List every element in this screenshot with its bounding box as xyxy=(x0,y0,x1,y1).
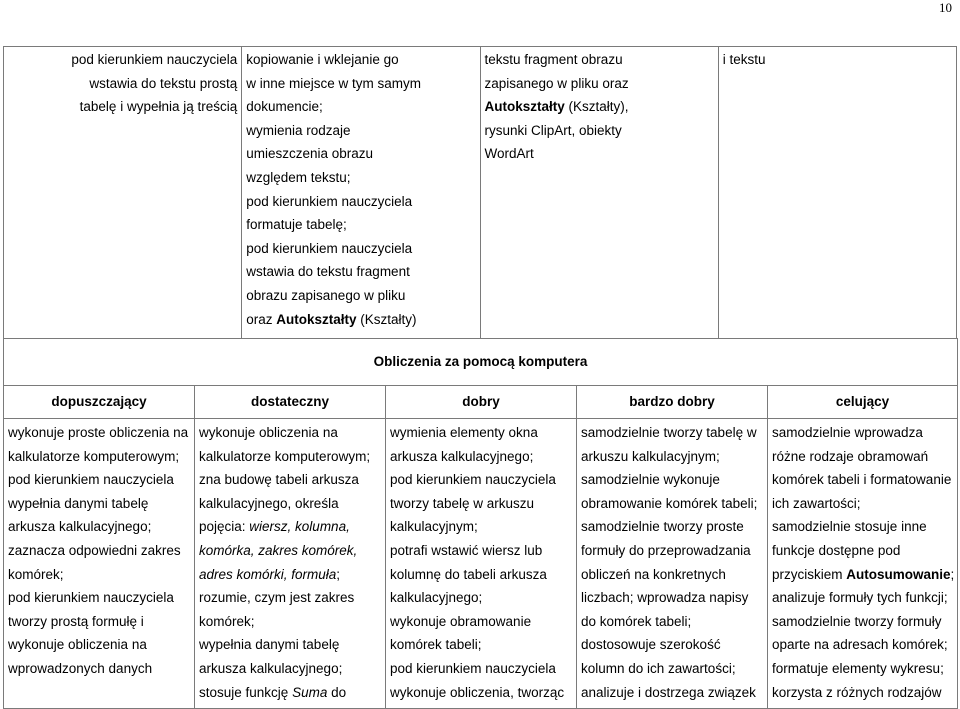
cell-text-line xyxy=(8,515,190,539)
text-segment: do xyxy=(327,684,347,700)
text-segment: wymienia rodzaje xyxy=(246,122,351,138)
cell-text-line xyxy=(8,95,237,119)
text-segment: dokumencie; xyxy=(246,99,323,115)
cell-text-line xyxy=(390,610,572,634)
cell-text-line xyxy=(390,681,572,705)
text-segment: umieszczenia obrazu xyxy=(246,146,374,162)
cell-text-line xyxy=(485,142,714,166)
text-segment: wstawia do tekstu prostą xyxy=(89,75,238,91)
text-segment: adres komórki, formuła xyxy=(199,566,337,582)
cell-text-line xyxy=(390,515,572,539)
text-segment: WordArt xyxy=(484,146,534,162)
text-segment: zapisanego w pliku oraz xyxy=(484,75,629,91)
cell-text-line xyxy=(581,681,763,705)
text-segment: tekstu fragment obrazu xyxy=(484,52,623,67)
cell-text-line xyxy=(772,492,953,516)
cell-text-line xyxy=(390,539,572,563)
cell-text-line xyxy=(246,284,475,308)
cell-text-line xyxy=(581,515,763,539)
cell-text-line xyxy=(390,563,572,587)
cell-text-line xyxy=(199,421,381,445)
cell-text-line xyxy=(581,468,763,492)
text-segment: wprowadzonych danych xyxy=(8,660,153,676)
text-segment: komórek; xyxy=(199,613,255,629)
cell-text-line xyxy=(199,515,381,539)
cell-text-line xyxy=(246,166,475,190)
grade-header: bardzo dobry xyxy=(577,386,768,419)
cell-text-line xyxy=(772,681,953,705)
text-segment: (Kształty), xyxy=(564,99,629,115)
cell-text-line xyxy=(8,492,190,516)
text-segment: (Kształty) xyxy=(356,311,417,327)
text-segment: dostosowuje szerokość xyxy=(581,637,721,653)
text-segment: kalkulacyjnego; xyxy=(390,590,483,606)
grade-header: dostateczny xyxy=(195,386,386,419)
cell-text-line xyxy=(723,48,952,72)
cell-text-line xyxy=(8,468,190,492)
text-segment: obrazu zapisanego w pliku xyxy=(246,287,406,303)
text-segment: oraz xyxy=(246,311,277,327)
table-row xyxy=(4,47,957,339)
cell-text-line xyxy=(485,95,714,119)
text-segment: Autosumowanie xyxy=(846,566,951,582)
text-segment: samodzielnie tworzy proste xyxy=(581,519,744,535)
cell-text-line xyxy=(8,445,190,469)
text-segment: samodzielnie tworzy formuły xyxy=(772,613,942,629)
grade-header: celujący xyxy=(768,386,958,419)
cell-text-line xyxy=(199,468,381,492)
cell-text-line xyxy=(390,445,572,469)
cell-text-line xyxy=(199,563,381,587)
text-segment: samodzielnie wykonuje xyxy=(581,472,720,488)
text-segment: tworzy prostą formułę i xyxy=(8,613,144,629)
section-title-row xyxy=(4,339,958,386)
cell-text-line xyxy=(246,308,475,332)
cell-text-line xyxy=(246,213,475,237)
cell-text-line xyxy=(390,468,572,492)
cell-text-line xyxy=(199,681,381,705)
text-segment: pod kierunkiem nauczyciela xyxy=(246,240,413,256)
text-segment: kalkulacyjnym; xyxy=(390,519,478,535)
text-segment: pod kierunkiem nauczyciela xyxy=(390,660,556,676)
text-segment: zna budowę tabeli arkusza xyxy=(199,472,359,488)
cell-text-line xyxy=(772,515,953,539)
text-segment: Autokształty xyxy=(484,99,565,115)
text-segment: formatuje elementy wykresu; xyxy=(772,660,944,676)
table-cell xyxy=(386,419,577,709)
text-segment: kopiowanie i wklejanie go xyxy=(246,52,399,67)
text-segment: samodzielnie tworzy tabelę w xyxy=(581,425,757,440)
cell-text-line xyxy=(772,539,953,563)
cell-text-line xyxy=(581,445,763,469)
cell-text-line xyxy=(581,610,763,634)
text-segment: formatuje tabelę; xyxy=(246,217,347,233)
text-segment: kalkulacyjnego, określa xyxy=(199,495,339,511)
text-segment: korzysta z różnych rodzajów xyxy=(772,684,942,700)
text-segment: kolumnę do tabeli arkusza xyxy=(390,566,547,582)
cell-text-line xyxy=(8,563,190,587)
table-cell xyxy=(768,419,958,709)
cell-text-line xyxy=(8,539,190,563)
text-segment: samodzielnie stosuje inne xyxy=(772,519,927,535)
text-segment: wykonuje proste obliczenia na xyxy=(8,425,189,440)
cell-text-line xyxy=(199,633,381,657)
cell-text-line xyxy=(772,563,953,587)
cell-text-line xyxy=(772,421,953,445)
cell-text-line xyxy=(199,657,381,681)
cell-text-line xyxy=(8,586,190,610)
text-segment: kolumn do ich zawartości; xyxy=(581,660,736,676)
text-segment: kalkulatorze komputerowym; xyxy=(8,448,180,464)
table-cell xyxy=(480,47,718,339)
cell-text-line xyxy=(246,95,475,119)
cell-text-line xyxy=(246,142,475,166)
text-segment: ; xyxy=(950,566,955,582)
text-segment: analizuje i dostrzega związek xyxy=(581,684,756,700)
cell-text-line xyxy=(772,657,953,681)
cell-text-line xyxy=(581,421,763,445)
text-segment: oparte na adresach komórek; xyxy=(772,637,948,653)
text-segment: wykonuje obliczenia na xyxy=(199,425,338,440)
text-segment: komórek; xyxy=(8,566,64,582)
text-segment: komórek tabeli i formatowanie xyxy=(772,472,952,488)
text-segment: wypełnia danymi tabelę xyxy=(199,637,340,653)
text-segment: komórek tabeli; xyxy=(390,637,482,653)
text-segment: w inne miejsce w tym samym xyxy=(246,75,422,91)
cell-text-line xyxy=(199,492,381,516)
text-segment: arkusza kalkulacyjnego; xyxy=(390,448,534,464)
text-segment: Autokształty xyxy=(276,311,357,327)
cell-text-line xyxy=(772,445,953,469)
text-segment: tabelę i wypełnia ją treścią xyxy=(79,99,238,115)
text-segment: samodzielnie wprowadza xyxy=(772,425,923,440)
text-segment: wykonuje obramowanie xyxy=(390,613,532,629)
grade-header: dobry xyxy=(386,386,577,419)
table-cell xyxy=(4,47,242,339)
text-segment: pod kierunkiem nauczyciela xyxy=(8,472,174,488)
table-cell xyxy=(195,419,386,709)
text-segment: rysunki ClipArt, obiekty xyxy=(484,122,622,138)
text-segment: pojęcia: xyxy=(199,519,250,535)
cell-text-line xyxy=(772,586,953,610)
text-segment: pod kierunkiem nauczyciela xyxy=(71,52,238,67)
text-segment: obramowanie komórek tabeli; xyxy=(581,495,758,511)
cell-text-line xyxy=(485,72,714,96)
text-segment: różne rodzaje obramowań xyxy=(772,448,929,464)
cell-text-line xyxy=(581,586,763,610)
cell-text-line xyxy=(390,586,572,610)
text-segment: obliczeń na konkretnych xyxy=(581,566,726,582)
text-segment: ich zawartości; xyxy=(772,495,861,511)
cell-text-line xyxy=(246,190,475,214)
text-segment: wstawia do tekstu fragment xyxy=(246,264,410,280)
cell-text-line xyxy=(581,539,763,563)
cell-text-line xyxy=(581,633,763,657)
cell-text-line xyxy=(581,563,763,587)
section-title: Obliczenia za pomocą komputera xyxy=(4,339,958,386)
cell-text-line xyxy=(199,539,381,563)
text-segment: wiersz, kolumna, xyxy=(249,519,350,535)
text-segment: zaznacza odpowiedni zakres xyxy=(8,542,181,558)
cell-text-line xyxy=(199,610,381,634)
text-segment: komórka, zakres komórek, xyxy=(199,542,358,558)
cell-text-line xyxy=(8,72,237,96)
cell-text-line xyxy=(485,48,714,72)
text-segment: i tekstu xyxy=(722,52,766,67)
cell-text-line xyxy=(390,633,572,657)
grade-header: dopuszczający xyxy=(4,386,195,419)
cell-text-line xyxy=(581,657,763,681)
cell-text-line xyxy=(246,237,475,261)
cell-text-line xyxy=(246,72,475,96)
text-segment: pod kierunkiem nauczyciela xyxy=(8,590,174,606)
text-segment: analizuje formuły tych funkcji; xyxy=(772,590,948,606)
cell-text-line xyxy=(8,610,190,634)
cell-text-line xyxy=(8,633,190,657)
cell-text-line xyxy=(246,119,475,143)
cell-text-line xyxy=(246,48,475,72)
text-segment: potrafi wstawić wiersz lub xyxy=(390,542,543,558)
cell-text-line xyxy=(8,48,237,72)
top-table-fragment xyxy=(3,46,957,339)
page-number: 10 xyxy=(939,0,952,15)
text-segment: względem tekstu; xyxy=(246,169,351,185)
cell-text-line xyxy=(581,492,763,516)
grade-header-row xyxy=(4,386,958,419)
cell-text-line xyxy=(8,657,190,681)
cell-text-line xyxy=(246,260,475,284)
text-segment: arkuszu kalkulacyjnym; xyxy=(581,448,720,464)
table-cell xyxy=(718,47,956,339)
cell-text-line xyxy=(8,421,190,445)
text-segment: do komórek tabeli; xyxy=(581,613,692,629)
table-cell xyxy=(4,419,195,709)
text-segment: pod kierunkiem nauczyciela xyxy=(390,472,556,488)
text-segment: pod kierunkiem nauczyciela xyxy=(246,193,413,209)
grades-table xyxy=(3,338,958,709)
table-row xyxy=(4,419,958,709)
text-segment: arkusza kalkulacyjnego; xyxy=(199,660,343,676)
cell-text-line xyxy=(390,657,572,681)
cell-text-line xyxy=(772,468,953,492)
table-cell xyxy=(242,47,480,339)
text-segment: tworzy tabelę w arkuszu xyxy=(390,495,535,511)
text-segment: Suma xyxy=(292,684,328,700)
text-segment: przyciskiem xyxy=(772,566,847,582)
text-segment: stosuje funkcję xyxy=(199,684,293,700)
cell-text-line xyxy=(772,610,953,634)
cell-text-line xyxy=(485,119,714,143)
table-cell xyxy=(577,419,768,709)
text-segment: wypełnia danymi tabelę xyxy=(8,495,149,511)
text-segment: rozumie, czym jest zakres xyxy=(199,590,355,606)
cell-text-line xyxy=(199,586,381,610)
text-segment: arkusza kalkulacyjnego; xyxy=(8,519,152,535)
cell-text-line xyxy=(772,633,953,657)
text-segment: formuły do przeprowadzania xyxy=(581,542,751,558)
text-segment: wykonuje obliczenia na xyxy=(8,637,147,653)
text-segment: funkcje dostępne pod xyxy=(772,542,901,558)
text-segment: wymienia elementy okna xyxy=(390,425,538,440)
text-segment: kalkulatorze komputerowym; xyxy=(199,448,371,464)
text-segment: liczbach; wprowadza napisy xyxy=(581,590,749,606)
text-segment: wykonuje obliczenia, tworząc xyxy=(390,684,565,700)
cell-text-line xyxy=(390,492,572,516)
cell-text-line xyxy=(199,445,381,469)
text-segment: ; xyxy=(336,566,341,582)
cell-text-line xyxy=(390,421,572,445)
